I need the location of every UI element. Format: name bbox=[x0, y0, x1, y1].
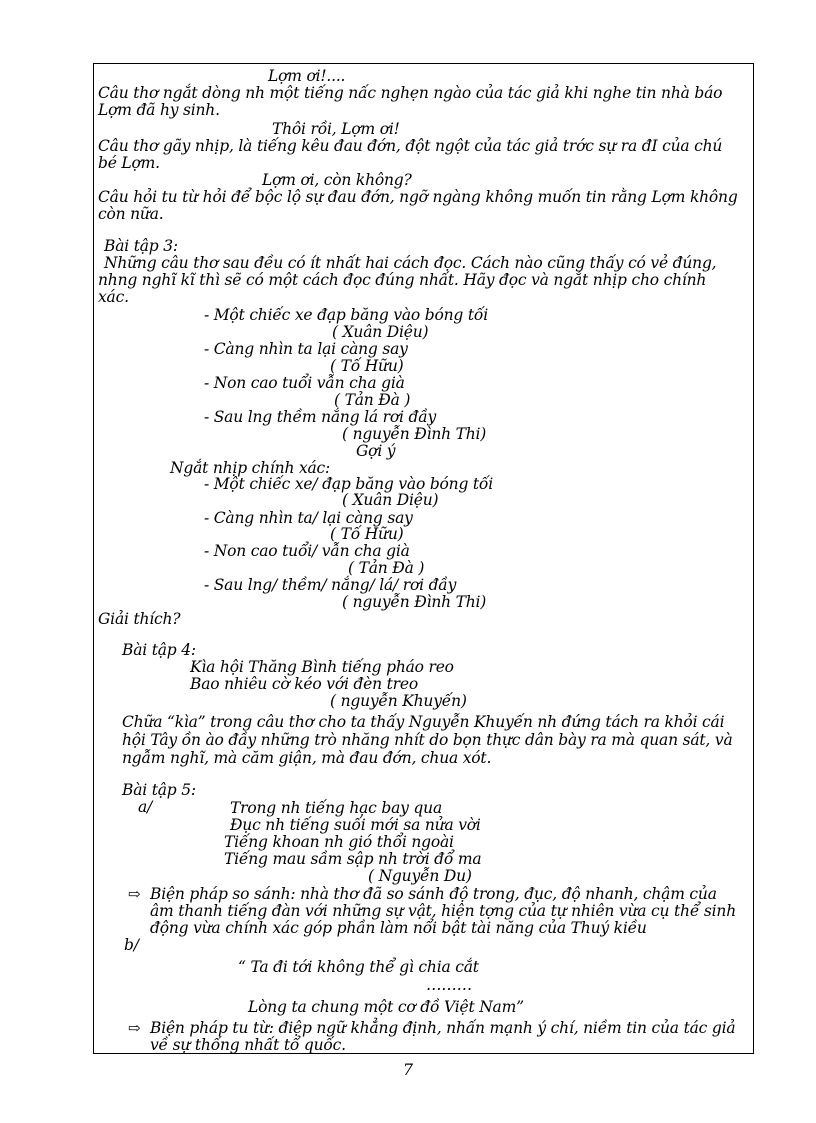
poem-line: - Sau lng thềm nắng lá rơi đầy bbox=[204, 408, 437, 426]
page-frame bbox=[93, 63, 754, 1054]
poem-line: Trong nh tiếng hạc bay qua bbox=[230, 799, 442, 817]
text-line: nhng nghĩ kĩ thì sẽ có một cách đọc đúng nhất. Hãy đọc và ngắt nhịp cho chính bbox=[98, 271, 707, 289]
hint-label: Gợi ý bbox=[356, 442, 396, 460]
poem-line: - Non cao tuổi vẫn cha già bbox=[204, 374, 405, 392]
poem-author: ( Tố Hữu) bbox=[330, 357, 404, 375]
poem-line: - Sau lng/ thềm/ nắng/ lá/ rơi đầy bbox=[204, 576, 457, 594]
poem-author: ( nguyễn Đình Thi) bbox=[342, 425, 487, 443]
poem-line: - Non cao tuổi/ vẫn cha già bbox=[204, 542, 410, 560]
text-line: Giải thích? bbox=[98, 610, 181, 628]
exercise-heading: Bài tập 5: bbox=[122, 781, 196, 799]
poem-line: - Càng nhìn ta/ lại càng say bbox=[204, 509, 413, 527]
text-line: Câu thơ ngắt dòng nh một tiếng nấc nghẹn ngào của tác giả khi nghe tin nhà báo bbox=[98, 84, 723, 102]
poem-line: Lợm ơi, còn không? bbox=[262, 171, 412, 189]
exercise-heading: Bài tập 3: bbox=[104, 237, 178, 255]
poem-line: Đục nh tiếng suối mới sa nửa vời bbox=[230, 816, 481, 834]
poem-author: ( Tố Hữu) bbox=[330, 525, 404, 543]
poem-line: Bao nhiêu cờ kéo với đèn treo bbox=[190, 675, 418, 693]
poem-author: ( nguyễn Đình Thi) bbox=[342, 593, 487, 611]
poem-line: Kìa hội Thăng Bình tiếng pháo reo bbox=[190, 658, 454, 676]
poem-line: Thôi rồi, Lợm ơi! bbox=[272, 120, 400, 138]
text-line: Biện pháp so sánh: nhà thơ đã so sánh độ trong, đục, độ nhanh, chậm của bbox=[150, 885, 717, 903]
text-line: hội Tây ồn ào đầy những trò nhăng nhít do bọn thực dân bày ra mà quan sát, và bbox=[122, 731, 733, 749]
text-line: bé Lợm. bbox=[98, 154, 160, 172]
text-line: Biện pháp tu từ: điệp ngữ khẳng định, nhấn mạnh ý chí, niềm tin của tác giả bbox=[150, 1019, 736, 1037]
poem-line: Lòng ta chung một cơ đồ Việt Nam” bbox=[248, 998, 524, 1016]
text-line: Ngắt nhịp chính xác: bbox=[170, 459, 331, 477]
ellipsis: ……… bbox=[426, 976, 472, 994]
poem-author: ( nguyễn Khuyến) bbox=[330, 692, 467, 710]
text-line: về sự thống nhất tổ quốc. bbox=[150, 1036, 346, 1054]
poem-author: ( Xuân Diệu) bbox=[332, 323, 429, 341]
text-line: ngẫm nghĩ, mà căm giận, mà đau đớn, chua xót. bbox=[122, 749, 492, 767]
text-line: Lợm đã hy sinh. bbox=[98, 101, 220, 119]
text-line: âm thanh tiếng đàn với những sự vật, hiện tợng của tự nhiên vừa cụ thể sinh bbox=[150, 902, 736, 920]
poem-author: ( Nguyễn Du) bbox=[368, 867, 472, 885]
text-line: Chữa “kìa” trong câu thơ cho ta thấy Nguyễn Khuyến nh đứng tách ra khỏi cái bbox=[122, 713, 725, 731]
item-marker: a/ bbox=[138, 798, 153, 816]
poem-line: - Một chiếc xe đạp băng vào bóng tối bbox=[204, 306, 488, 324]
poem-line: Tiếng khoan nh gió thổi ngoài bbox=[224, 833, 454, 851]
text-line: động vừa chính xác góp phần làm nổi bật tài năng của Thuý kiều bbox=[150, 919, 647, 937]
poem-author: ( Xuân Diệu) bbox=[342, 491, 439, 509]
text-line: Câu thơ gãy nhịp, là tiếng kêu đau đớn, đột ngột của tác giả trớc sự ra đI của chú bbox=[98, 137, 723, 155]
poem-line: - Càng nhìn ta lại càng say bbox=[204, 340, 408, 358]
text-line: còn nữa. bbox=[98, 205, 164, 223]
page-number: 7 bbox=[402, 1060, 414, 1079]
exercise-heading: Bài tập 4: bbox=[122, 641, 196, 659]
text-line: Những câu thơ sau đều có ít nhất hai cách đọc. Cách nào cũng thấy có vẻ đúng, bbox=[104, 254, 717, 272]
arrow-icon: ⇨ bbox=[128, 885, 141, 903]
poem-line: Tiếng mau sầm sập nh trời đổ ma bbox=[224, 850, 482, 868]
text-line: Câu hỏi tu từ hỏi để bộc lộ sự đau đớn, ngỡ ngàng không muốn tin rằng Lợm không bbox=[98, 188, 738, 206]
poem-author: ( Tản Đà ) bbox=[348, 559, 425, 577]
item-marker: b/ bbox=[124, 936, 139, 954]
poem-line: Lợm ơi!.... bbox=[268, 67, 346, 85]
arrow-icon: ⇨ bbox=[128, 1019, 141, 1037]
poem-line: - Một chiếc xe/ đạp băng vào bóng tối bbox=[204, 475, 493, 493]
poem-line: “ Ta đi tới không thể gì chia cắt bbox=[238, 958, 479, 976]
poem-author: ( Tản Đà ) bbox=[334, 391, 411, 409]
text-line: xác. bbox=[98, 288, 129, 306]
